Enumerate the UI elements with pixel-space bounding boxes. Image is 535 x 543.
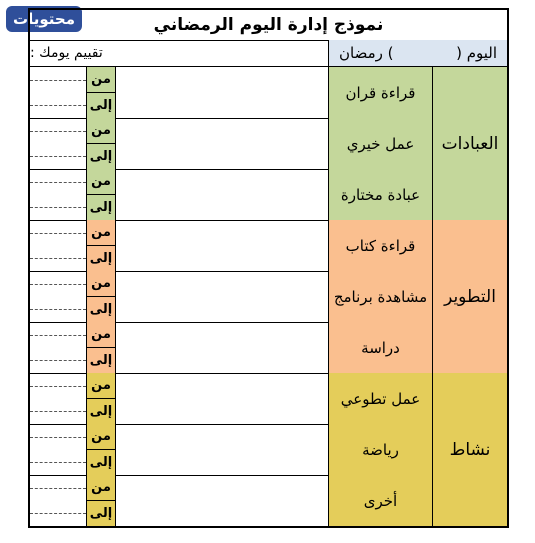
time-note-field[interactable] bbox=[30, 475, 86, 526]
activity-cell: عمل خيري bbox=[328, 118, 433, 169]
activity-cell: مشاهدة برنامج bbox=[328, 271, 433, 322]
dashed-line bbox=[30, 80, 86, 82]
dashed-line bbox=[30, 284, 86, 286]
time-note-field[interactable] bbox=[30, 271, 86, 322]
dashed-line bbox=[30, 156, 86, 158]
from-label: من bbox=[86, 475, 116, 501]
to-label: إلى bbox=[86, 246, 116, 272]
dashed-line bbox=[30, 207, 86, 209]
day-label: اليوم ( bbox=[456, 44, 497, 62]
category-cell: نشاط bbox=[433, 373, 507, 526]
activity-detail-field[interactable] bbox=[116, 169, 328, 220]
activity-detail-field[interactable] bbox=[116, 220, 328, 271]
to-label: إلى bbox=[86, 93, 116, 119]
from-label: من bbox=[86, 169, 116, 195]
activity-cell: أخرى bbox=[328, 475, 433, 526]
dashed-line bbox=[30, 258, 86, 260]
time-note-field[interactable] bbox=[30, 118, 86, 169]
activity-cell: عمل تطوعي bbox=[328, 373, 433, 424]
dashed-line bbox=[30, 182, 86, 184]
time-note-field[interactable] bbox=[30, 169, 86, 220]
rating-label: تقييم يومك : bbox=[30, 45, 103, 61]
from-label: من bbox=[86, 271, 116, 297]
to-label: إلى bbox=[86, 450, 116, 476]
category-cell: العبادات bbox=[433, 67, 507, 220]
activity-cell: قراءة قران bbox=[328, 67, 433, 118]
dashed-line bbox=[30, 360, 86, 362]
form-title: نموذج إدارة اليوم الرمضاني bbox=[30, 10, 507, 41]
from-label: من bbox=[86, 373, 116, 399]
to-label: إلى bbox=[86, 297, 116, 323]
activity-detail-field[interactable] bbox=[116, 118, 328, 169]
activity-cell: رياضة bbox=[328, 424, 433, 475]
activity-detail-field[interactable] bbox=[116, 67, 328, 118]
from-label: من bbox=[86, 322, 116, 348]
to-label: إلى bbox=[86, 195, 116, 221]
dashed-line bbox=[30, 105, 86, 107]
time-note-field[interactable] bbox=[30, 67, 86, 118]
activity-cell: عبادة مختارة bbox=[328, 169, 433, 220]
activity-detail-field[interactable] bbox=[116, 475, 328, 526]
day-header-cell bbox=[328, 40, 507, 67]
to-label: إلى bbox=[86, 501, 116, 527]
to-label: إلى bbox=[86, 348, 116, 374]
from-label: من bbox=[86, 424, 116, 450]
dashed-line bbox=[30, 513, 86, 515]
time-note-field[interactable] bbox=[30, 322, 86, 373]
brand-badge[interactable]: محتويات bbox=[6, 6, 82, 32]
dashed-line bbox=[30, 462, 86, 464]
dashed-line bbox=[30, 335, 86, 337]
from-label: من bbox=[86, 220, 116, 246]
to-label: إلى bbox=[86, 144, 116, 170]
activity-detail-field[interactable] bbox=[116, 373, 328, 424]
time-note-field[interactable] bbox=[30, 424, 86, 475]
month-label: ) رمضان bbox=[339, 44, 394, 62]
dashed-line bbox=[30, 488, 86, 490]
dashed-line bbox=[30, 411, 86, 413]
activity-cell: دراسة bbox=[328, 322, 433, 373]
dashed-line bbox=[30, 131, 86, 133]
dashed-line bbox=[30, 233, 86, 235]
dashed-line bbox=[30, 437, 86, 439]
day-rating-field[interactable] bbox=[30, 40, 328, 67]
dashed-line bbox=[30, 386, 86, 388]
dashed-line bbox=[30, 309, 86, 311]
to-label: إلى bbox=[86, 399, 116, 425]
from-label: من bbox=[86, 67, 116, 93]
category-cell: التطوير bbox=[433, 220, 507, 373]
from-label: من bbox=[86, 118, 116, 144]
activity-detail-field[interactable] bbox=[116, 424, 328, 475]
time-note-field[interactable] bbox=[30, 220, 86, 271]
activity-detail-field[interactable] bbox=[116, 322, 328, 373]
activity-cell: قراءة كتاب bbox=[328, 220, 433, 271]
activities-grid bbox=[30, 67, 507, 526]
time-note-field[interactable] bbox=[30, 373, 86, 424]
ramadan-day-form bbox=[28, 8, 509, 528]
activity-detail-field[interactable] bbox=[116, 271, 328, 322]
